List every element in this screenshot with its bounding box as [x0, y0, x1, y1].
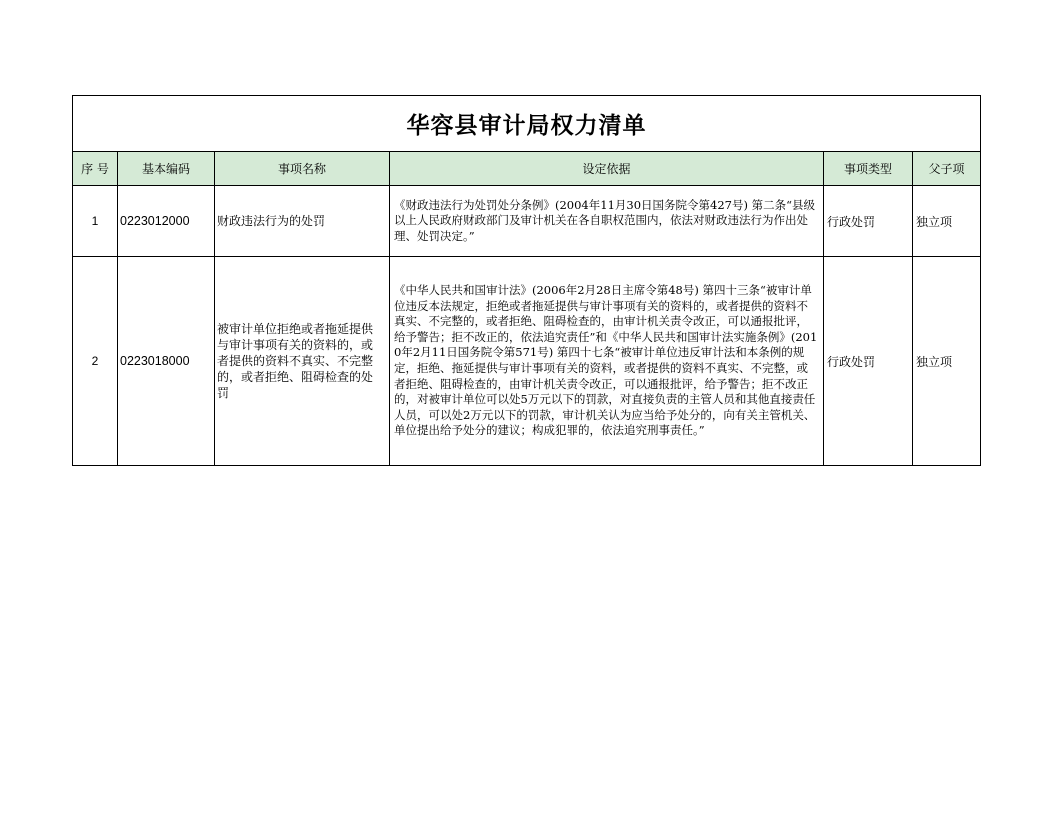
cell-type: 行政处罚: [824, 257, 913, 466]
table-row: [73, 257, 981, 466]
header-type: 事项类型: [824, 152, 913, 186]
cell-name: 被审计单位拒绝或者拖延提供与审计事项有关的资料的，或者提供的资料不真实、不完整的，或者拒绝、阻碍检查的处罚: [215, 257, 390, 466]
power-list-table: [72, 95, 981, 466]
cell-seq: 1: [73, 186, 118, 257]
cell-code: 0223012000: [118, 186, 215, 257]
header-seq: 序 号: [73, 152, 118, 186]
header-code: 基本编码: [118, 152, 215, 186]
table-row: [73, 186, 981, 257]
cell-parent: 独立项: [913, 186, 981, 257]
cell-name: 财政违法行为的处罚: [215, 186, 390, 257]
header-basis: 设定依据: [390, 152, 824, 186]
header-row: [73, 152, 981, 186]
cell-seq: 2: [73, 257, 118, 466]
header-parent: 父子项: [913, 152, 981, 186]
sheet-title: 华容县审计局权力清单: [73, 96, 981, 152]
cell-parent: 独立项: [913, 257, 981, 466]
cell-basis: 《中华人民共和国审计法》(2006年2月28日主席令第48号) 第四十三条“被审计单位违反本法规定，拒绝或者拖延提供与审计事项有关的资料的，或者提供的资料不真实、不完整的，或者拒绝、阻碍检查的，由审计机关责令改正，可以通报批评，给予警告；拒不改正的，依法追究责任”和《中华人民共和国审计法实施条例》(2010年2月11日国务院令第571号) 第四十七条“被审计单位违反审计法和本条例的规定，拒绝、拖延提供与审计事项有关的资料，或者提供的资料不真实、不完整，或者拒绝、阻碍检查的，由审计机关责令改正，可以通报批评，给予警告；拒不改正的，对被审计单位可以处5万元以下的罚款，对直接负责的主管人员和其他直接责任人员，可以处2万元以下的罚款，审计机关认为应当给予处分的，向有关主管机关、单位提出给予处分的建议；构成犯罪的，依法追究刑事责任。”: [390, 257, 824, 466]
header-name: 事项名称: [215, 152, 390, 186]
cell-basis: 《财政违法行为处罚处分条例》(2004年11月30日国务院令第427号) 第二条“县级以上人民政府财政部门及审计机关在各自职权范围内，依法对财政违法行为作出处理、处罚决定。”: [390, 186, 824, 257]
cell-type: 行政处罚: [824, 186, 913, 257]
cell-code: 0223018000: [118, 257, 215, 466]
